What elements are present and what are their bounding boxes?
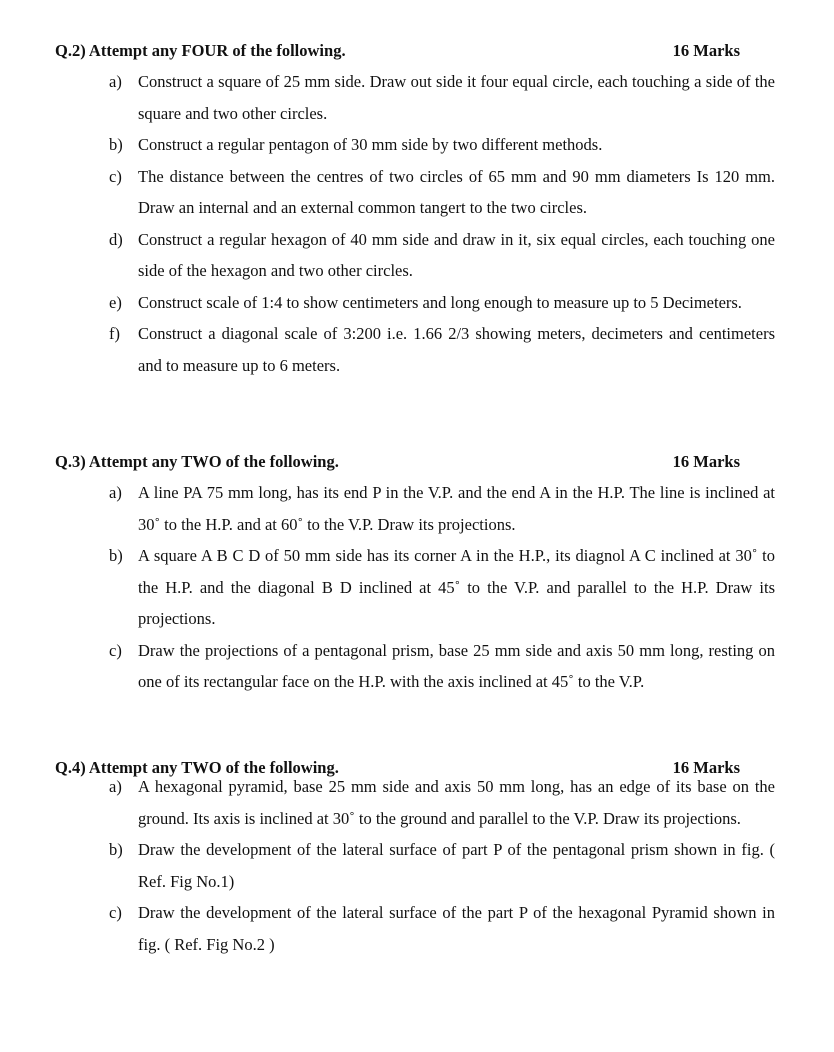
question-2-marks: 16 Marks [672,41,740,60]
list-item [55,540,775,635]
list-item [55,834,775,897]
item-text: The distance between the centres of two circles of 65 mm and 90 mm diameters Is 120 mm. Draw an internal and an external common tangert to the two circles. [138,166,775,217]
question-4-items [55,771,775,960]
list-item [55,771,775,834]
question-4-section [55,758,775,960]
question-3-marks: 16 Marks [672,452,740,471]
question-2-section [55,41,775,381]
list-item [55,161,775,224]
item-text: Construct a regular pentagon of 30 mm side by two different methods. [138,135,603,154]
item-text: A square A B C D of 50 mm side has its corner A in the H.P., its diagnol A C inclined at 30˚ to the H.P. and the diagonal B D inclined at 45˚ to the V.P. and parallel to the H.P. Draw its projections. [138,546,775,628]
question-2-items [55,66,775,381]
question-2-header [55,41,775,63]
question-3-header [55,452,775,474]
item-letter: a) [109,777,122,796]
item-letter: b) [109,546,123,565]
item-text: Draw the development of the lateral surface of the part P of the hexagonal Pyramid shown in fig. ( Ref. Fig No.2 ) [138,903,775,954]
item-text: Construct scale of 1:4 to show centimeters and long enough to measure up to 5 Decimeters. [138,292,742,312]
item-letter: e) [109,292,122,312]
question-2-title: Q.2) Attempt any FOUR of the following. [55,41,346,60]
question-3-section [55,452,775,698]
list-item [55,66,775,129]
list-item [55,224,775,287]
list-item [55,129,775,161]
list-item [55,318,775,381]
item-text: Construct a regular hexagon of 40 mm side and draw in it, six equal circles, each touching one side of the hexagon and two other circles. [138,229,775,280]
list-item [55,287,775,319]
item-text: A line PA 75 mm long, has its end P in the V.P. and the end A in the H.P. The line is inclined at 30˚ to the H.P. and at 60˚ to the V.P. Draw its projections. [138,483,775,534]
question-3-items [55,477,775,698]
list-item [55,897,775,960]
item-text: A hexagonal pyramid, base 25 mm side and axis 50 mm long, has an edge of its base on the ground. Its axis is inclined at 30˚ to the ground and parallel to the V.P. Draw its projections. [138,777,775,828]
item-letter: b) [109,135,123,154]
item-text: Draw the development of the lateral surface of part P of the pentagonal prism shown in fig. ( Ref. Fig No.1) [138,840,775,891]
item-letter: b) [109,840,123,859]
item-letter: a) [109,483,122,502]
item-letter: c) [109,903,122,922]
item-letter: f) [109,324,120,343]
question-3-title: Q.3) Attempt any TWO of the following. [55,452,339,471]
list-item [55,477,775,540]
question-4-marks: 16 Marks [672,758,740,777]
item-letter: c) [109,640,122,660]
item-text: Construct a square of 25 mm side. Draw out side it four equal circle, each touching a side of the square and two other circles. [138,72,775,123]
item-text: Construct a diagonal scale of 3:200 i.e. 1.66 2/3 showing meters, decimeters and centimeters and to measure up to 6 meters. [138,324,775,375]
item-letter: a) [109,72,122,91]
list-item [55,635,775,698]
question-4-title: Q.4) Attempt any TWO of the following. [55,758,339,777]
item-letter: d) [109,229,123,249]
item-text: Draw the projections of a pentagonal prism, base 25 mm side and axis 50 mm long, resting on one of its rectangular face on the H.P. with the axis inclined at 45˚ to the V.P. [138,640,775,691]
item-letter: c) [109,166,122,186]
